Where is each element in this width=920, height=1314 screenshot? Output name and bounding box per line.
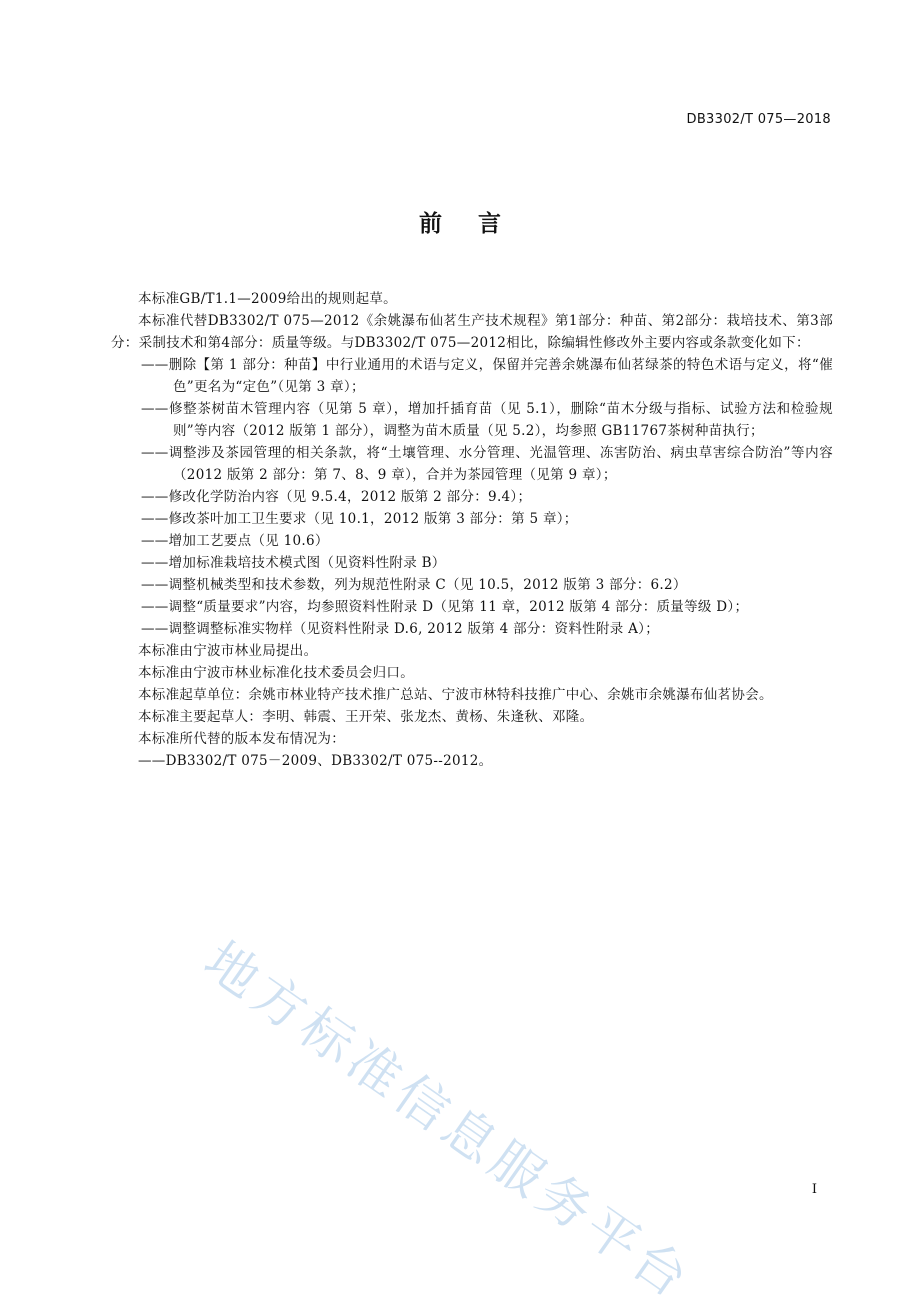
paragraph-drafting-rule: 本标准GB/T1.1—2009给出的规则起草。: [138, 291, 397, 307]
foreword-body: [111, 288, 833, 772]
document-code: DB3302/T 075—2018: [686, 112, 831, 127]
page-title: 前言: [419, 211, 537, 237]
paragraph-committee: 本标准由宁波市林业标准化技术委员会归口。: [138, 665, 414, 681]
paragraph-proposer: 本标准由宁波市林业局提出。: [138, 643, 318, 659]
list-item: ——增加标准栽培技术模式图（见资料性附录 B）: [141, 555, 446, 571]
paragraph-history-intro: 本标准所代替的版本发布情况为：: [138, 731, 345, 747]
list-item: ——修改茶叶加工卫生要求（见 10.1，2012 版第 3 部分：第 5 章）；: [141, 511, 578, 527]
list-item: ——增加工艺要点（见 10.6）: [141, 533, 329, 549]
list-item: ——调整调整标准实物样（见资料性附录 D.6, 2012 版第 4 部分：资料性附录 A）；: [141, 621, 660, 637]
list-item: ——调整涉及茶园管理的相关条款，将“土壤管理、水分管理、光温管理、冻害防治、病虫草害综合防治”等内容（2012 版第 2 部分：第 7、8、9 章），合并为茶园管理（见第 9 章）；: [141, 445, 833, 483]
page-number: I: [811, 1182, 817, 1197]
list-item: ——修改化学防治内容（见 9.5.4，2012 版第 2 部分：9.4）；: [141, 489, 532, 505]
changes-list: [111, 354, 833, 640]
list-item: ——修整茶树苗木管理内容（见第 5 章），增加扦插育苗（见 5.1），删除“苗木分级与指标、试验方法和检验规则”等内容（2012 版第 1 部分），调整为苗木质量（见 5.2），均参照 GB11767茶树种苗执行；: [141, 401, 833, 439]
paragraph-history: ——DB3302/T 075－2009、DB3302/T 075--2012。: [138, 753, 493, 769]
watermark-text: 地方标准信息服务平台: [193, 930, 703, 1313]
list-item: ——调整机械类型和技术参数，列为规范性附录 C（见 10.5，2012 版第 3 部分：6.2）: [141, 577, 687, 593]
paragraph-drafters: 本标准主要起草人：李明、韩震、王开荣、张龙杰、黄杨、朱逢秋、邓隆。: [138, 709, 594, 725]
list-item: ——删除【第 1 部分：种苗】中行业通用的术语与定义，保留并完善余姚瀑布仙茗绿茶的特色术语与定义，将“催色”更名为“定色”（见第 3 章）；: [141, 357, 833, 395]
paragraph-drafting-units: 本标准起草单位：余姚市林业特产技术推广总站、宁波市林特科技推广中心、余姚市余姚瀑布仙茗协会。: [138, 687, 773, 703]
list-item: ——调整“质量要求”内容，均参照资料性附录 D（见第 11 章，2012 版第 4 部分：质量等级 D）；: [141, 599, 749, 615]
paragraph-replacement: 本标准代替DB3302/T 075—2012《余姚瀑布仙茗生产技术规程》第1部分：种苗、第2部分：栽培技术、第3部分：采制技术和第4部分：质量等级。与DB3302/T 075—2012相比，除编辑性修改外主要内容或条款变化如下：: [111, 313, 833, 351]
